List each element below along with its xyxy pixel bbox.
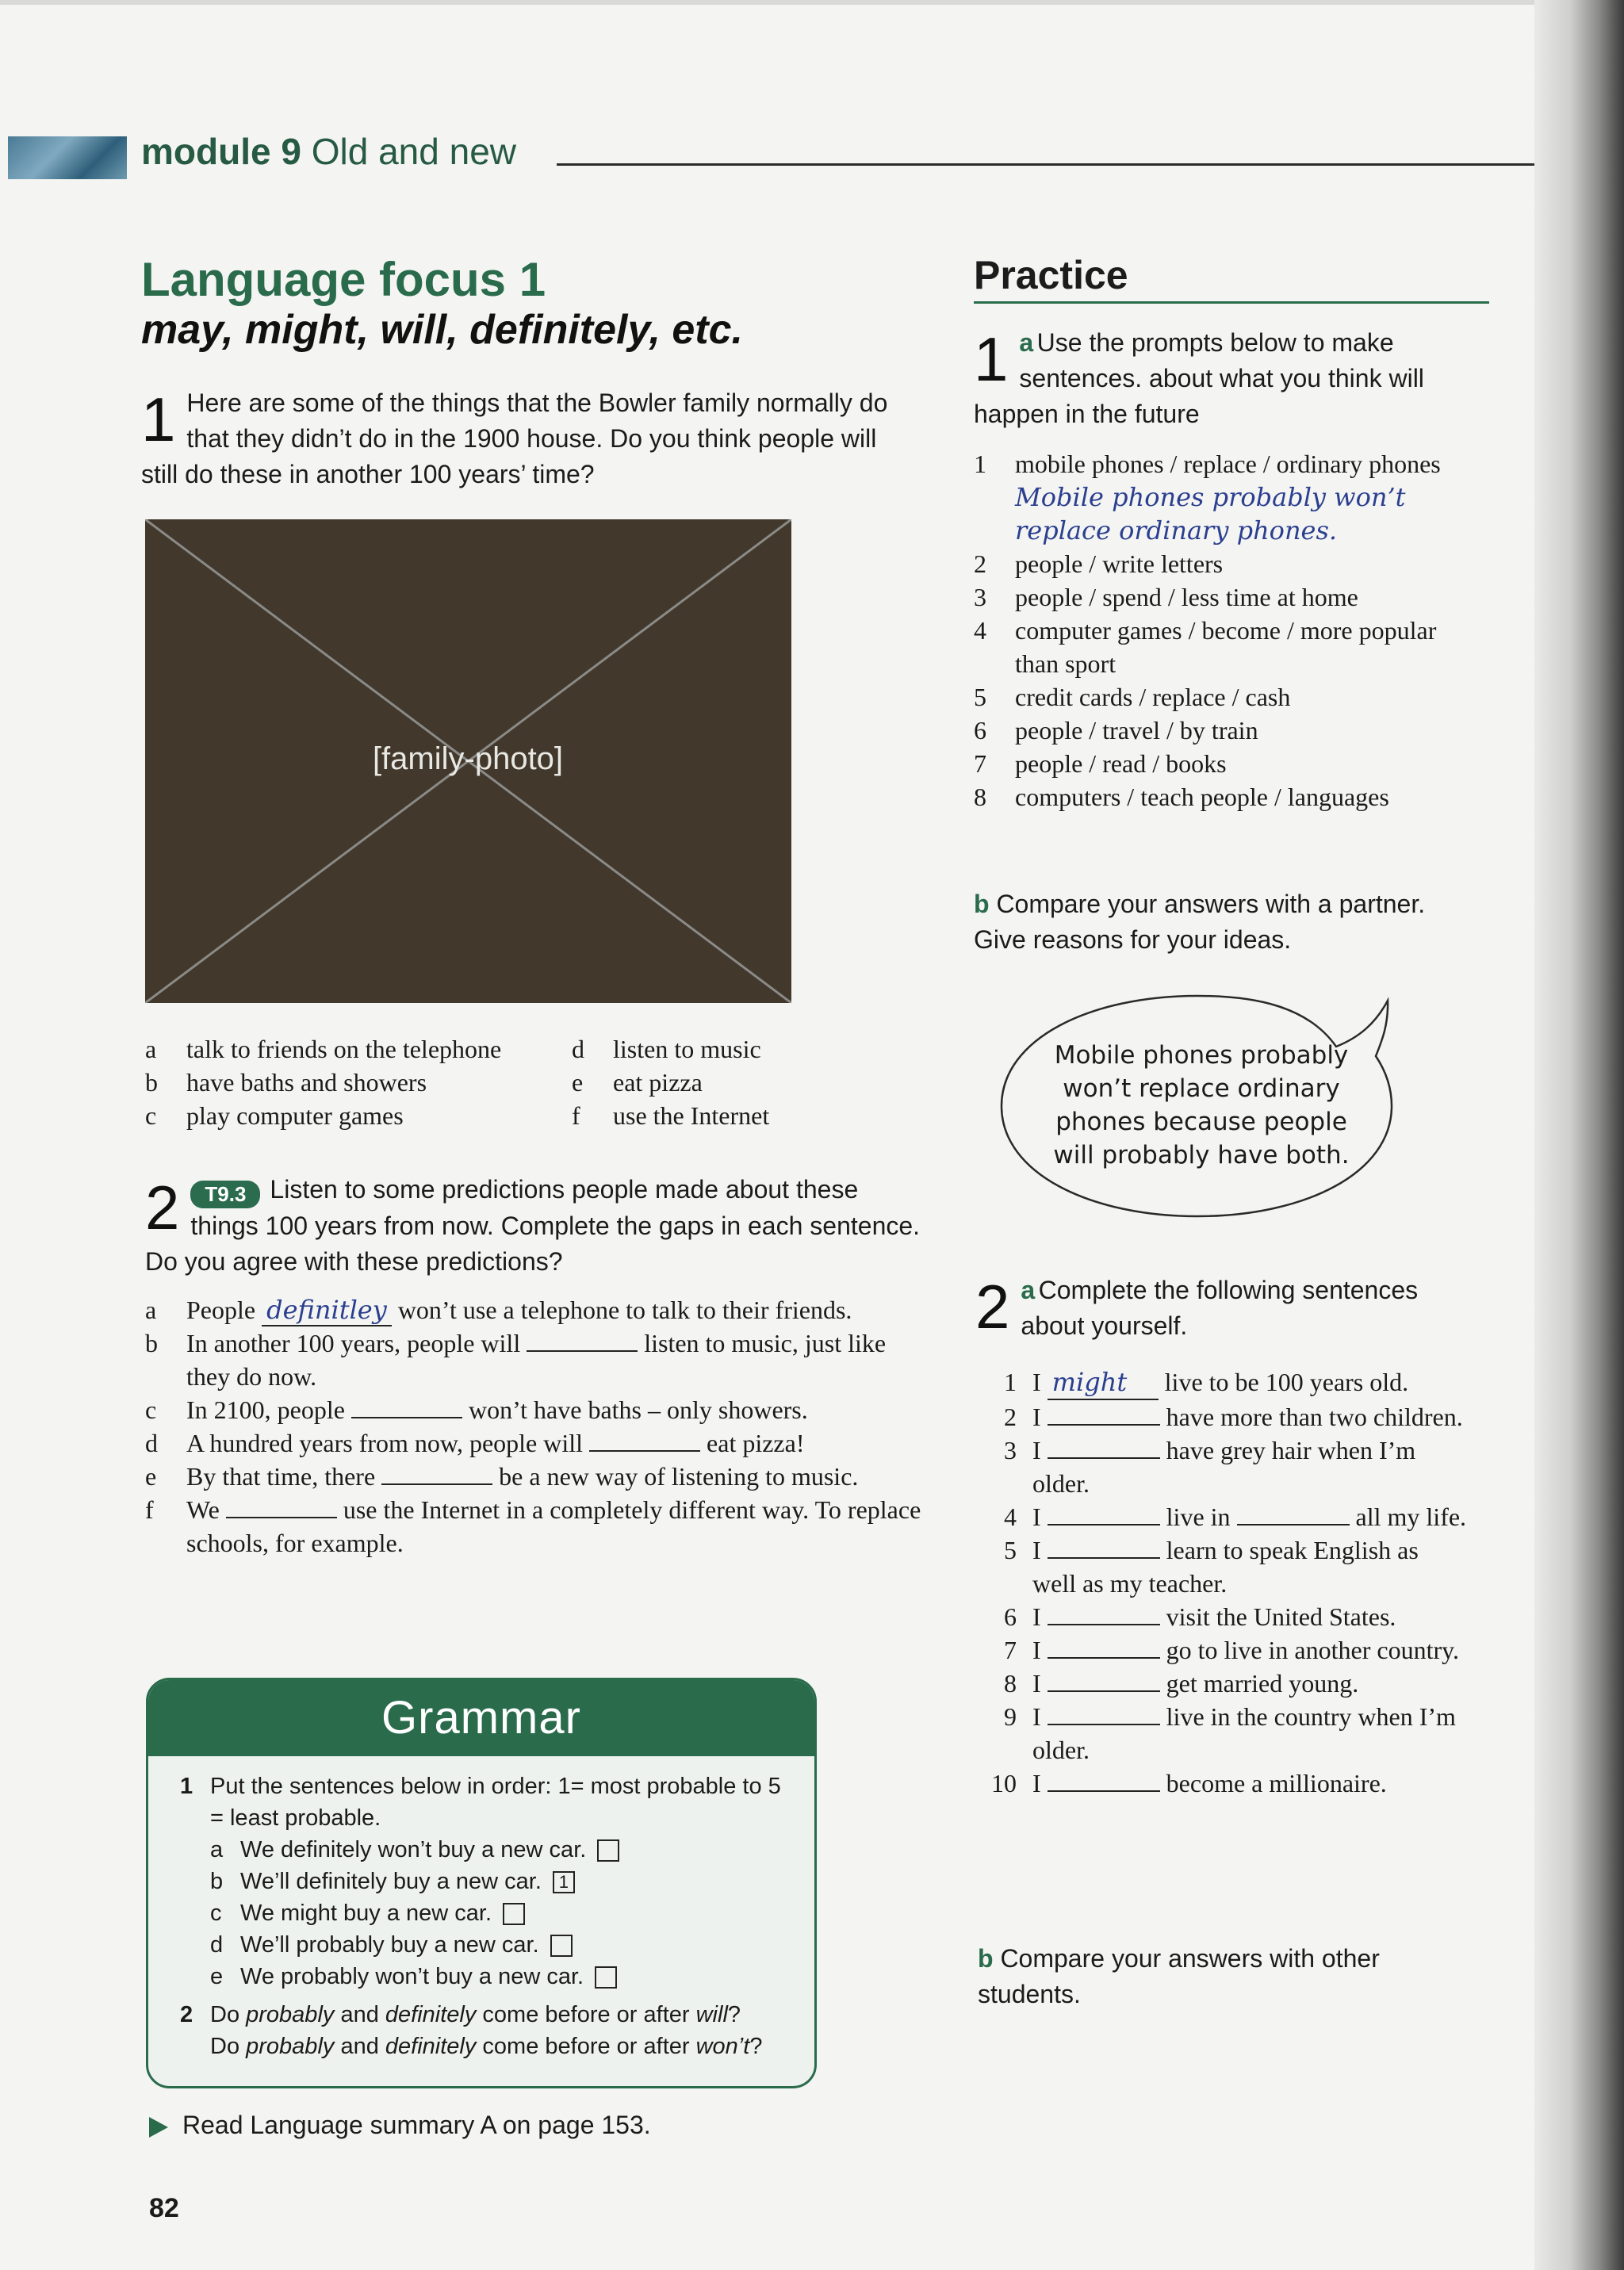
question-line	[210, 2031, 795, 2062]
sentence-e	[145, 1460, 922, 1493]
speech-bubble-text: Mobile phones probably won’t replace ordinary phones because people will probably have both.	[1053, 1041, 1350, 1169]
practice-1b	[974, 886, 1497, 958]
exercise-text-2: Give reasons for your ideas.	[974, 925, 1292, 954]
list-item	[975, 1434, 1467, 1500]
sentence-a	[145, 1293, 922, 1326]
sentence-d	[145, 1426, 922, 1460]
exercise-text: Use the prompts below to make sentences. about what you think will happen in the future	[974, 328, 1424, 428]
rank-checkbox[interactable]	[595, 1966, 617, 1989]
grammar-option	[210, 1866, 795, 1897]
item-letter: e	[145, 1462, 157, 1491]
option-letter: e	[210, 1964, 224, 1989]
text: A hundred years from now, people will	[186, 1429, 590, 1457]
item-number: 2	[1004, 1403, 1017, 1431]
option-letter: b	[210, 1869, 224, 1894]
item-letter: b	[145, 1329, 158, 1357]
text: Do	[210, 2002, 247, 2027]
keyword: definitely	[385, 2002, 477, 2027]
item-text	[1032, 1633, 1467, 1667]
sentence-c	[145, 1393, 922, 1426]
text: People	[186, 1296, 262, 1324]
gap-blank[interactable]	[589, 1428, 700, 1452]
practice-rule	[974, 301, 1489, 304]
grammar-question-2	[180, 1999, 795, 2062]
part-label: a	[1019, 328, 1034, 357]
text: I	[1032, 1436, 1048, 1464]
list-item	[974, 547, 1481, 580]
item-letter: a	[145, 1035, 157, 1063]
list-item	[974, 780, 1481, 813]
text: I	[1032, 1636, 1048, 1664]
sentence-text	[186, 1326, 922, 1393]
option-text: We might buy a new car.	[240, 1901, 492, 1926]
svg-text:[family-photo]: [family-photo]	[372, 741, 564, 776]
grammar-question-1	[180, 1770, 795, 1992]
option-text: We’ll probably buy a new car.	[240, 1932, 539, 1958]
item-number: 3	[1004, 1436, 1017, 1464]
item-number: 1	[974, 450, 986, 478]
gap-blank[interactable]	[1048, 1435, 1160, 1459]
item-text: have baths and showers	[186, 1068, 427, 1097]
exercise-number: 1	[141, 385, 176, 454]
text: live in	[1159, 1502, 1237, 1531]
sentence-text	[186, 1293, 922, 1326]
text: won’t have baths – only showers.	[462, 1395, 808, 1424]
language-summary-link[interactable]	[149, 2107, 651, 2143]
text: won’t use a telephone to talk to their friends.	[391, 1296, 852, 1324]
item-text: people / spend / less time at home	[1015, 583, 1358, 611]
item-text	[1032, 1365, 1467, 1400]
item-text: credit cards / replace / cash	[1015, 683, 1291, 711]
exercise-text: Listen to some predictions people made about these things 100 years from now. Complete the gaps in each sentence. Do you agree with these predictions?	[145, 1175, 921, 1277]
exercise-1-list	[145, 1032, 803, 1132]
keyword: will	[695, 2002, 728, 2027]
sentence-text	[186, 1460, 922, 1493]
gap-blank[interactable]	[1048, 1702, 1160, 1725]
exercise-text: Compare your answers with other students.	[978, 1944, 1380, 2008]
book-spine-shadow	[1534, 0, 1624, 2270]
keyword: definitely	[385, 2034, 477, 2059]
item-letter: c	[145, 1101, 157, 1130]
section-heading: Language focus 1	[141, 253, 546, 306]
item-number: 8	[974, 783, 986, 811]
gap-blank[interactable]	[1048, 1502, 1160, 1525]
page-number: 82	[149, 2193, 179, 2223]
item-text	[1032, 1500, 1467, 1533]
question-content	[210, 1999, 795, 2062]
item-number: 1	[1004, 1368, 1017, 1396]
part-label: a	[1021, 1276, 1036, 1304]
list-item	[974, 447, 1481, 547]
text: In another 100 years, people will	[186, 1329, 527, 1357]
item-text: play computer games	[186, 1101, 404, 1130]
exercise-2-instructions	[145, 1172, 922, 1280]
text: eat pizza!	[700, 1429, 805, 1457]
practice-2-list	[975, 1365, 1467, 1800]
list-item	[974, 747, 1481, 780]
keyword: probably	[246, 2002, 335, 2027]
item-text: eat pizza	[613, 1068, 703, 1097]
item-letter: f	[145, 1495, 154, 1524]
text: I	[1032, 1669, 1048, 1698]
list-item	[975, 1533, 1467, 1600]
item-number: 7	[974, 749, 986, 778]
text: listen to music, just like they do now.	[186, 1329, 887, 1391]
text: Do	[210, 2034, 247, 2059]
exercise-2-sentences	[145, 1293, 922, 1560]
text: I	[1032, 1769, 1048, 1797]
question-number: 1	[180, 1774, 193, 1799]
item-number: 9	[1004, 1702, 1017, 1731]
text: live in the country when I’m older.	[1032, 1702, 1456, 1764]
practice-2b	[978, 1941, 1454, 2012]
sentence-text	[186, 1393, 922, 1426]
item-number: 4	[1004, 1502, 1017, 1531]
text: come before or after	[476, 2034, 696, 2059]
item-number: 2	[974, 549, 986, 578]
practice-1-instructions	[974, 325, 1481, 432]
part-label: b	[978, 1944, 994, 1973]
text: I	[1032, 1602, 1048, 1631]
sentence-text	[186, 1426, 922, 1460]
list-item	[974, 580, 1481, 614]
rank-checkbox[interactable]: 1	[553, 1871, 575, 1893]
text: I	[1032, 1403, 1048, 1431]
grammar-option	[210, 1961, 795, 1992]
exercise-number: 2	[145, 1173, 180, 1242]
text: In 2100, people	[186, 1395, 351, 1424]
exercise-number: 2	[975, 1272, 1010, 1342]
question-line	[210, 1999, 795, 2031]
module-header-image	[8, 136, 127, 179]
question-mark: ?	[727, 2002, 741, 2027]
module-label	[141, 130, 516, 173]
grammar-box	[146, 1678, 817, 2088]
gap-blank[interactable]	[1048, 1402, 1160, 1426]
list-item	[975, 1600, 1467, 1633]
item-text	[1032, 1700, 1467, 1767]
question-number: 2	[180, 2002, 193, 2027]
item-letter: f	[572, 1101, 580, 1130]
item-text: listen to music	[613, 1035, 761, 1063]
text: and	[334, 2034, 385, 2059]
practice-heading: Practice	[974, 253, 1128, 297]
gap-blank[interactable]	[1237, 1502, 1350, 1525]
audio-track-badge[interactable]: T9.3	[190, 1181, 260, 1208]
item-text: people / travel / by train	[1015, 716, 1258, 745]
item-text	[1032, 1533, 1467, 1600]
text: live to be 100 years old.	[1158, 1368, 1409, 1396]
text: have more than two children.	[1159, 1403, 1463, 1431]
text: By that time, there	[186, 1462, 382, 1491]
gap-blank[interactable]	[1048, 1535, 1160, 1559]
text: come before or after	[476, 2002, 696, 2027]
item-number: 6	[974, 716, 986, 745]
question-mark: ?	[749, 2034, 763, 2059]
option-letter: d	[210, 1932, 224, 1958]
sentence-text	[186, 1493, 922, 1560]
text: visit the United States.	[1159, 1602, 1396, 1631]
gap-blank[interactable]	[1048, 1635, 1160, 1659]
module-title: Old and new	[311, 131, 516, 172]
item-number: 3	[974, 583, 986, 611]
gap-blank[interactable]	[351, 1395, 462, 1418]
gap-blank[interactable]	[527, 1328, 638, 1352]
grammar-option	[210, 1929, 795, 1961]
list-item	[975, 1767, 1467, 1800]
gap-answer[interactable]: might	[1048, 1365, 1159, 1400]
item-number: 6	[1004, 1602, 1017, 1631]
text: all my life.	[1349, 1502, 1467, 1531]
text: become a millionaire.	[1159, 1769, 1387, 1797]
item-content	[1015, 447, 1481, 547]
item-text	[1032, 1600, 1467, 1633]
gap-answer[interactable]: definitley	[262, 1295, 392, 1326]
grammar-option	[210, 1897, 795, 1929]
module-number: module 9	[141, 131, 301, 172]
item-number: 4	[974, 616, 986, 645]
family-photo	[145, 519, 791, 1003]
list-item	[975, 1700, 1467, 1767]
item-text: use the Internet	[613, 1101, 770, 1130]
item-number: 8	[1004, 1669, 1017, 1698]
item-text	[1032, 1667, 1467, 1700]
item-letter: e	[572, 1068, 584, 1097]
rank-checkbox[interactable]	[550, 1935, 573, 1957]
item-text: people / write letters	[1015, 549, 1224, 578]
sentence-b	[145, 1326, 922, 1393]
sentence-f	[145, 1493, 922, 1560]
list-item	[974, 714, 1481, 747]
item-text	[1032, 1767, 1467, 1800]
gap-blank[interactable]	[1048, 1668, 1160, 1692]
practice-2-instructions	[975, 1273, 1483, 1344]
rank-checkbox[interactable]	[597, 1839, 619, 1862]
item-number: 10	[991, 1769, 1017, 1797]
item-text: talk to friends on the telephone	[186, 1035, 502, 1063]
item-text: computers / teach people / languages	[1015, 783, 1389, 811]
exercise-1-instructions	[141, 385, 918, 492]
text: have grey hair when I’m older.	[1032, 1436, 1416, 1498]
item-number: 5	[974, 683, 986, 711]
section-subheading: may, might, will, definitely, etc.	[141, 307, 743, 353]
text: be a new way of listening to music.	[492, 1462, 859, 1491]
question-content	[210, 1770, 795, 1992]
item-text	[1032, 1400, 1467, 1434]
item-letter: b	[145, 1068, 158, 1097]
gap-blank[interactable]	[226, 1495, 337, 1518]
item-letter: c	[145, 1395, 157, 1424]
question-text: Put the sentences below in order: 1= most probable to 5 = least probable.	[210, 1774, 781, 1831]
gap-blank[interactable]	[1048, 1602, 1160, 1625]
text: We	[186, 1495, 226, 1524]
list-item	[975, 1400, 1467, 1434]
text: I	[1032, 1502, 1048, 1531]
option-letter: a	[210, 1837, 224, 1862]
handwritten-example: Mobile phones probably won’t replace ordinary phones.	[1015, 482, 1406, 545]
item-number: 7	[1004, 1636, 1017, 1664]
list-item	[975, 1365, 1467, 1400]
header-rule	[557, 163, 1534, 166]
top-edge	[0, 0, 1534, 5]
item-text: computer games / become / more popular than sport	[1015, 616, 1437, 678]
keyword: probably	[246, 2034, 335, 2059]
text: I	[1032, 1702, 1048, 1731]
exercise-text: Compare your answers with a partner.	[996, 890, 1426, 918]
text: go to live in another country.	[1159, 1636, 1460, 1664]
text: learn to speak English as well as my teacher.	[1032, 1536, 1419, 1598]
grammar-body	[148, 1756, 814, 2062]
exercise-number: 1	[974, 324, 1009, 394]
keyword: won’t	[695, 2034, 750, 2059]
option-text: We probably won’t buy a new car.	[240, 1964, 584, 1989]
item-text: mobile phones / replace / ordinary phones	[1015, 450, 1441, 478]
list-item	[975, 1500, 1467, 1533]
gap-blank[interactable]	[1048, 1768, 1160, 1792]
exercise-text: Here are some of the things that the Bowler family normally do that they didn’t do in the 1900 house. Do you think people will still do these in another 100 years’ time?	[141, 389, 888, 488]
play-arrow-icon	[149, 2117, 168, 2138]
list-item	[975, 1633, 1467, 1667]
item-number: 5	[1004, 1536, 1017, 1564]
gap-blank[interactable]	[381, 1461, 492, 1485]
item-text: people / read / books	[1015, 749, 1227, 778]
photo-placeholder	[145, 519, 791, 1003]
item-text	[1032, 1434, 1467, 1500]
rank-checkbox[interactable]	[503, 1903, 525, 1925]
exercise-text: Complete the following sentences about yourself.	[1021, 1276, 1419, 1340]
text: and	[334, 2002, 385, 2027]
item-letter: d	[572, 1035, 584, 1063]
option-letter: c	[210, 1901, 222, 1926]
text: use the Internet in a completely different way. To replace schools, for example.	[186, 1495, 921, 1557]
grammar-title: Grammar	[148, 1680, 814, 1756]
text: I	[1032, 1368, 1048, 1396]
text: get married young.	[1159, 1669, 1359, 1698]
link-text: Read Language summary A on page 153.	[182, 2111, 651, 2139]
list-item	[974, 680, 1481, 714]
option-text: We’ll definitely buy a new car.	[240, 1869, 542, 1894]
part-label: b	[974, 890, 990, 918]
practice-1-list	[974, 447, 1481, 813]
list-item	[974, 614, 1481, 680]
item-letter: d	[145, 1429, 158, 1457]
option-text: We definitely won’t buy a new car.	[240, 1837, 587, 1862]
text: I	[1032, 1536, 1048, 1564]
list-item	[975, 1667, 1467, 1700]
grammar-option	[210, 1834, 795, 1866]
item-letter: a	[145, 1296, 157, 1324]
